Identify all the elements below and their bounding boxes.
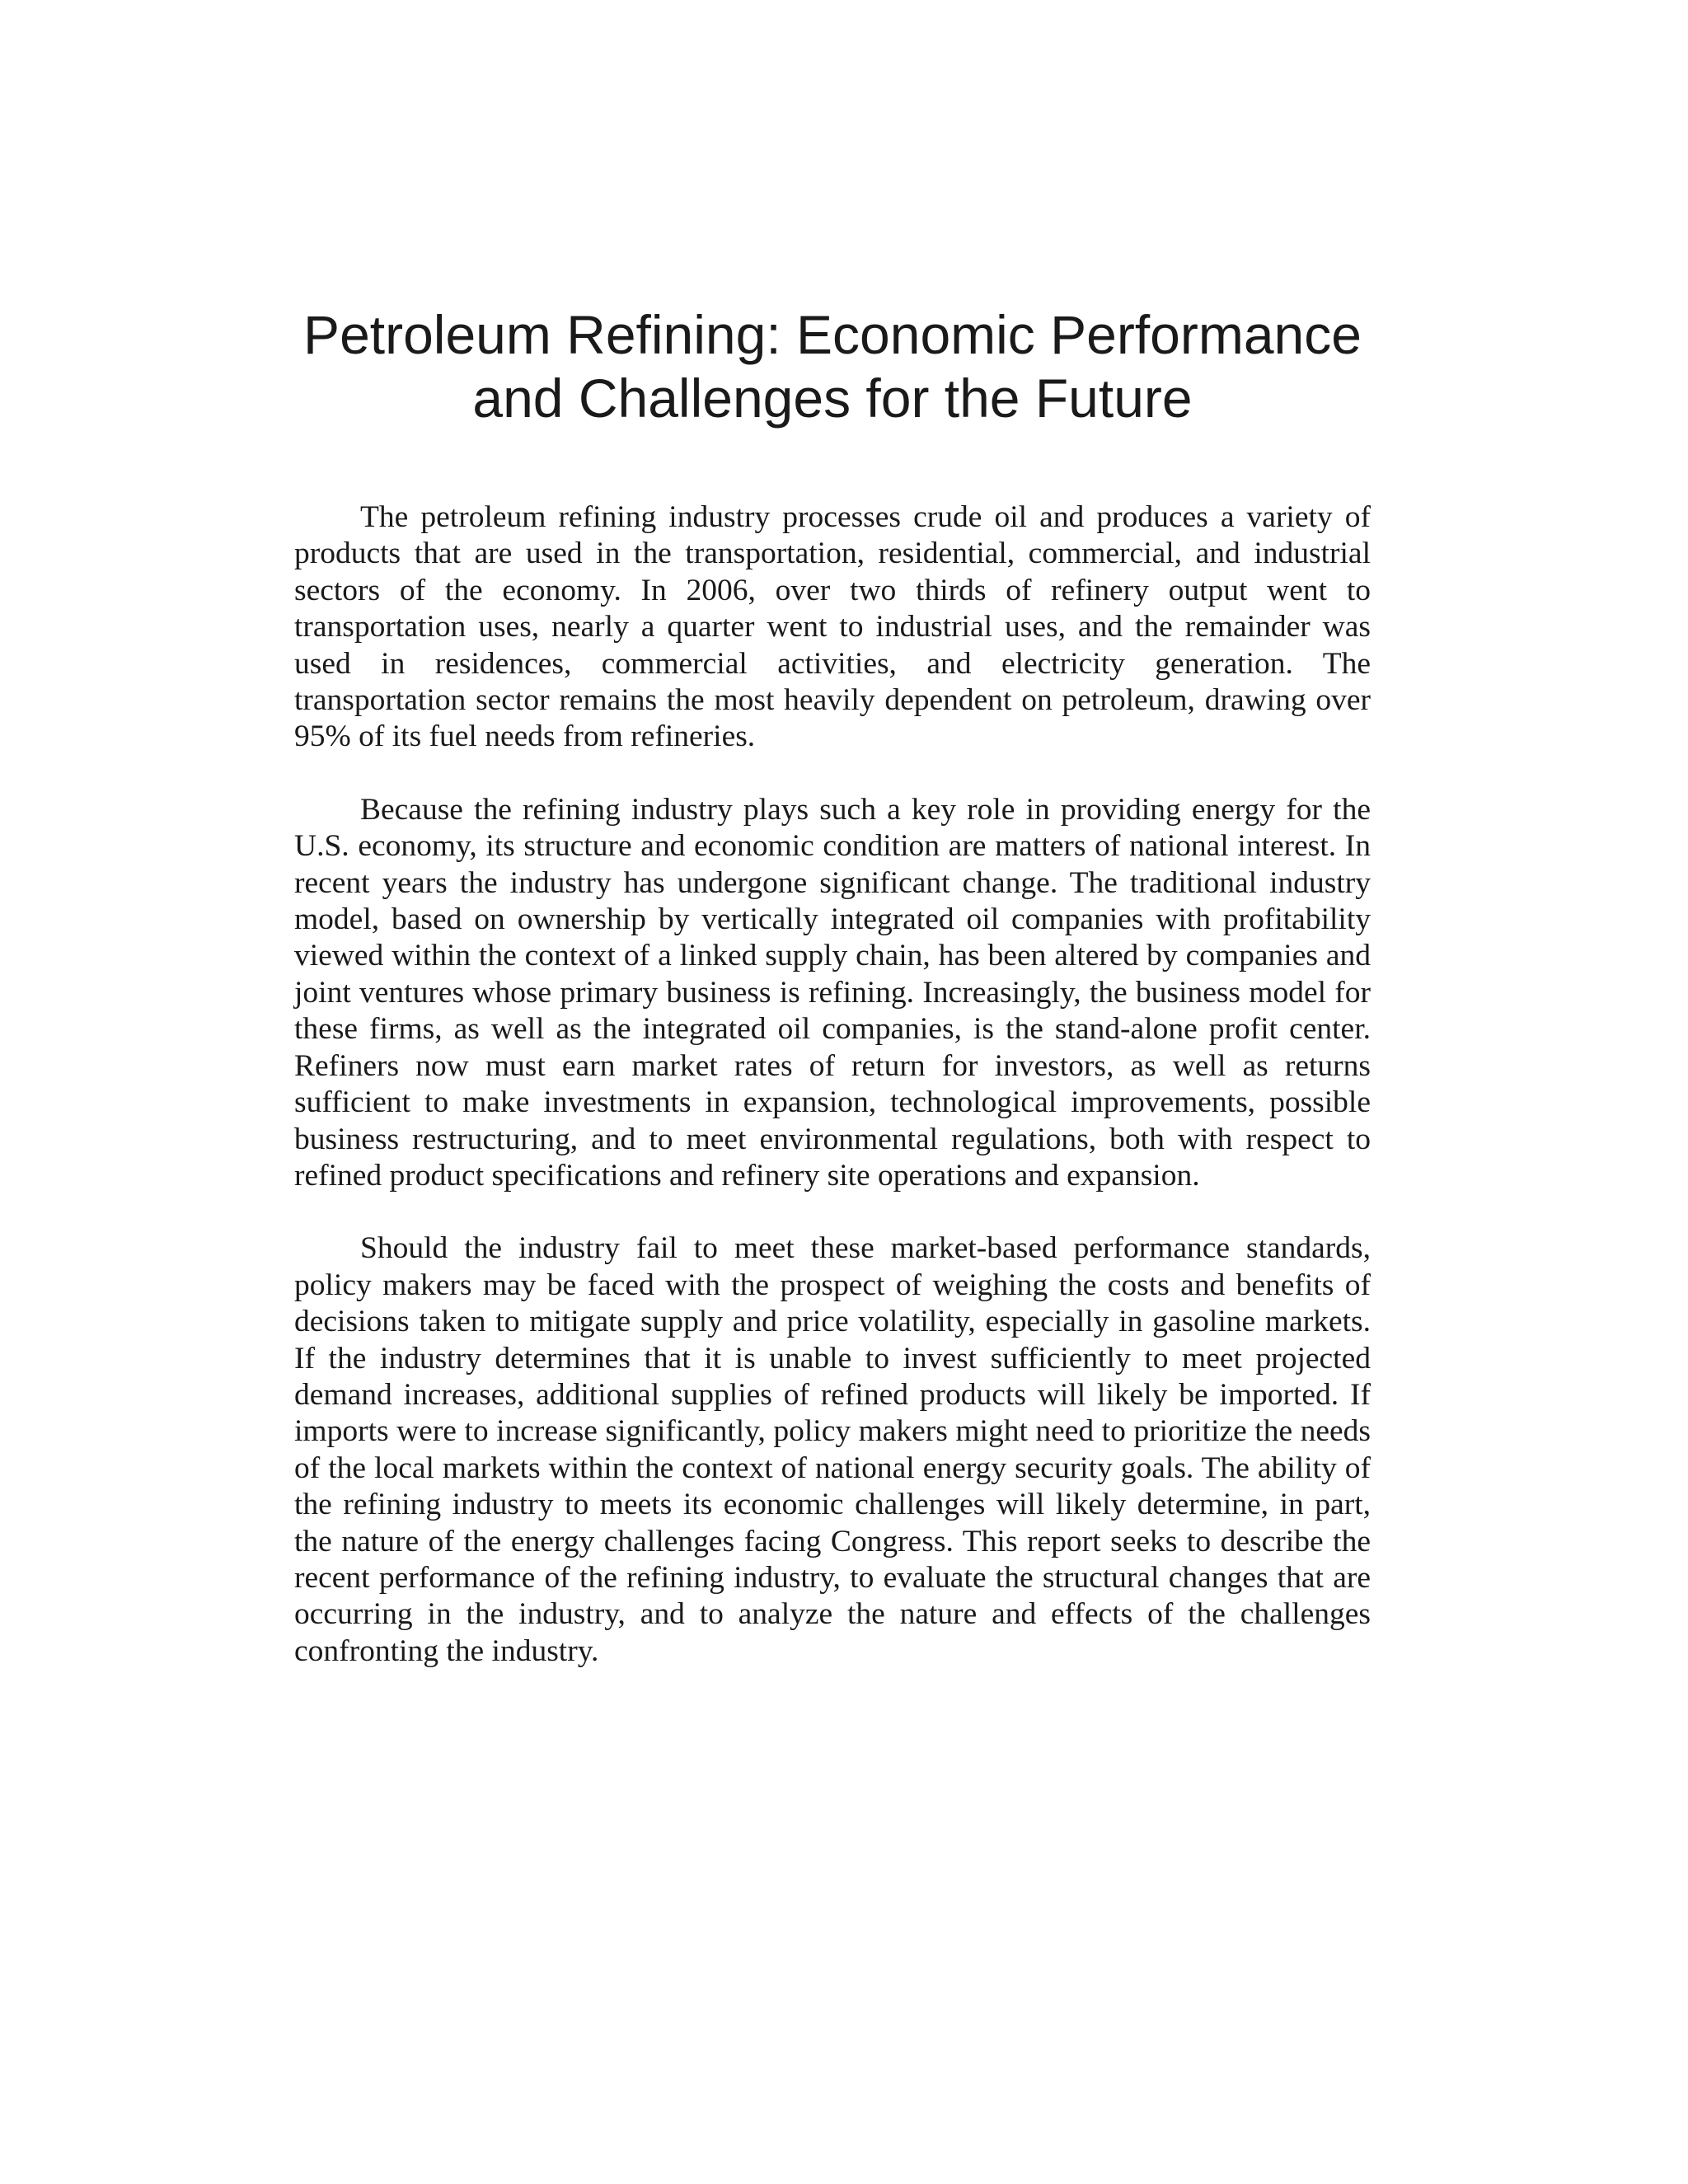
paragraph-3: Should the industry fail to meet these market-based performance standards, policy makers may be faced with the prospect of weighing the costs and benefits of decisions taken to mitigate supply and price volatility, especially in gasoline markets. If the industry determines that it is unable to invest sufficiently to meet projected demand increases, additional supplies of refined products will likely be imported. If imports were to increase significantly, policy makers might need to prioritize the needs of the local markets within the context of national energy security goals. The ability of the refining industry to meets its economic challenges will likely determine, in part, the nature of the energy challenges facing Congress. This report seeks to describe the recent performance of the refining industry, to evaluate the structural changes that are occurring in the industry, and to analyze the nature and effects of the challenges confronting the industry.	[294, 1231, 1371, 1668]
paragraph-2: Because the refining industry plays such a key role in providing energy for the U.S. economy, its structure and economic condition are matters of national interest. In recent years the industry has undergone significant change. The traditional industry model, based on ownership by vertically integrated oil companies with profitability viewed within the context of a linked supply chain, has been altered by companies and joint ventures whose primary business is refining. Increasingly, the business model for these firms, as well as the integrated oil companies, is the stand-alone profit center. Refiners now must earn market rates of return for investors, as well as returns sufficient to make investments in expansion, technological improvements, possible business restructuring, and to meet environmental regulations, both with respect to refined product specifications and refinery site operations and expansion.	[294, 792, 1371, 1193]
title-line-1: Petroleum Refining: Economic Performance	[303, 304, 1362, 365]
title-line-2: and Challenges for the Future	[472, 368, 1193, 429]
document-body	[294, 499, 1371, 1706]
paragraph-1: The petroleum refining industry processes crude oil and produces a variety of products that are used in the transportation, residential, commercial, and industrial sectors of the economy. In 2006, over two thirds of refinery output went to transportation uses, nearly a quarter went to industrial uses, and the remainder was used in residences, commercial activities, and electricity generation. The transportation sector remains the most heavily dependent on petroleum, drawing over 95% of its fuel needs from refineries.	[294, 500, 1371, 754]
document-title	[247, 303, 1418, 430]
